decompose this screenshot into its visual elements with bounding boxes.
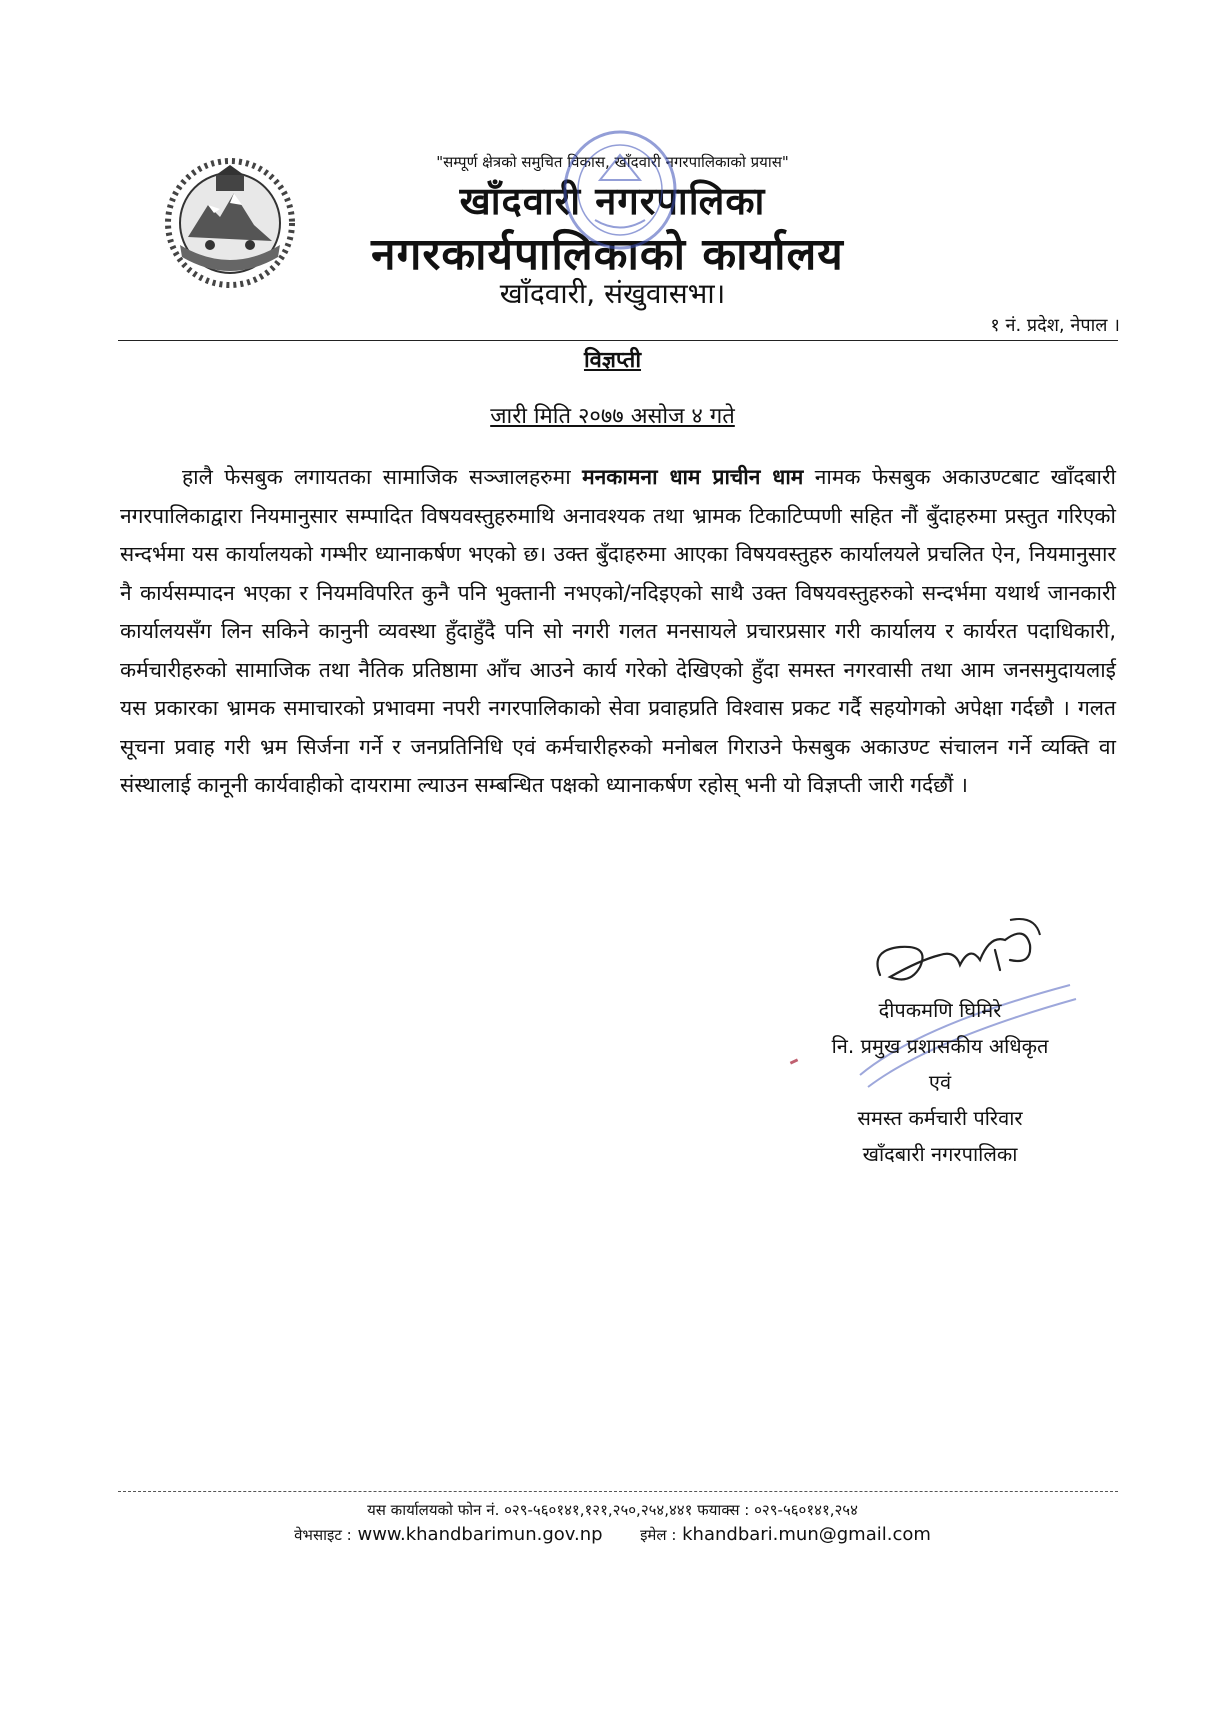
notice-heading: विज्ञप्ती xyxy=(583,348,642,373)
signatory-designation: नि. प्रमुख प्रशासकीय अधिकृत xyxy=(831,1034,1049,1058)
municipality-name: खाँदवारी नगरपालिका xyxy=(459,179,766,223)
website-link[interactable]: www.khandbarimun.gov.np xyxy=(357,1524,603,1545)
footer-divider xyxy=(118,1491,1118,1492)
website-label: वेभसाइट : xyxy=(294,1526,352,1544)
body-part-1: हालै फेसबुक लगायतका सामाजिक सञ्जालहरुमा xyxy=(182,465,583,489)
signatory-group: समस्त कर्मचारी परिवार xyxy=(857,1106,1023,1130)
footer-web xyxy=(0,1524,1205,1545)
signatory-block xyxy=(780,992,1100,1172)
notice-body xyxy=(120,458,1116,805)
signatory-conjunction: एवं xyxy=(928,1070,952,1094)
municipality-slogan: "सम्पूर्ण क्षेत्रको समुचित विकास, खाँदवारी नगरपालिकाको प्रयास" xyxy=(436,153,789,171)
province-label: १ नं. प्रदेश, नेपाल । xyxy=(990,315,1120,336)
footer-contact: यस कार्यालयको फोन नं. ०२९-५६०१४१,१२१,२५०,२५४,४४१ फयाक्स : ०२९-५६०१४१,२५४ xyxy=(367,1501,858,1519)
issue-date: जारी मिति २०७७ असोज ४ गते xyxy=(490,404,735,429)
header-divider xyxy=(118,340,1118,341)
office-address: खाँदवारी, संखुवासभा। xyxy=(499,277,726,310)
email-link[interactable]: khandbari.mun@gmail.com xyxy=(682,1524,931,1545)
office-name: नगरकार्यपालिकाको कार्यालय xyxy=(371,229,844,280)
signatory-name: दीपकमणि घिमिरे xyxy=(878,998,1002,1022)
body-part-2: नामक फेसबुक अकाउण्टबाट खाँदबारी नगरपालिकाद्वारा नियमानुसार सम्पादित विषयवस्तुहरुमाथि अनावश्यक तथा भ्रामक टिकाटिप्पणी सहित नौं बुँदाहरुमा प्रस्तुत गरिएको सन्दर्भमा यस कार्यालयको गम्भीर ध्यानाकर्षण भएको छ। उक्त बुँदाहरुमा आएका विषयवस्तुहरु कार्यालयले प्रचलित ऐन, नियमानुसार नै कार्यसम्पादन भएका र नियमविपरित कुनै पनि भुक्तानी नभएको/नदिइएको साथै उक्त विषयवस्तुहरुको सन्दर्भमा यथार्थ जानकारी कार्यालयसँग लिन सकिने कानुनी व्यवस्था हुँदाहुँदै पनि सो नगरी गलत मनसायले प्रचारप्रसार गरी कार्यालय र कार्यरत पदाधिकारी, कर्मचारीहरुको सामाजिक तथा नैतिक प्रतिष्ठामा आँच आउने कार्य गरेको देखिएको हुँदा समस्त नगरवासी तथा आम जनसमुदायलाई यस प्रकारका भ्रामक समाचारको प्रभावमा नपरी नगरपालिकाको सेवा प्रवाहप्रति विश्वास प्रकट गर्दै सहयोगको अपेक्षा गर्दछौ । गलत सूचना प्रवाह गरी भ्रम सिर्जना गर्ने र जनप्रतिनिधि एवं कर्मचारीहरुको मनोबल गिराउने फेसबुक अकाउण्ट संचालन गर्ने व्यक्ति वा संस्थालाई कानूनी कार्यवाहीको दायरामा ल्याउन सम्बन्धित पक्षको ध्यानाकर्षण रहोस् भनी यो विज्ञप्ती जारी गर्दछौं । xyxy=(120,465,1116,797)
signatory-organization: खाँदबारी नगरपालिका xyxy=(862,1142,1018,1166)
body-highlight: मनकामना धाम प्राचीन धाम xyxy=(582,465,804,489)
office-seal-stamp-icon xyxy=(555,120,685,270)
email-label: इमेल : xyxy=(640,1526,677,1544)
